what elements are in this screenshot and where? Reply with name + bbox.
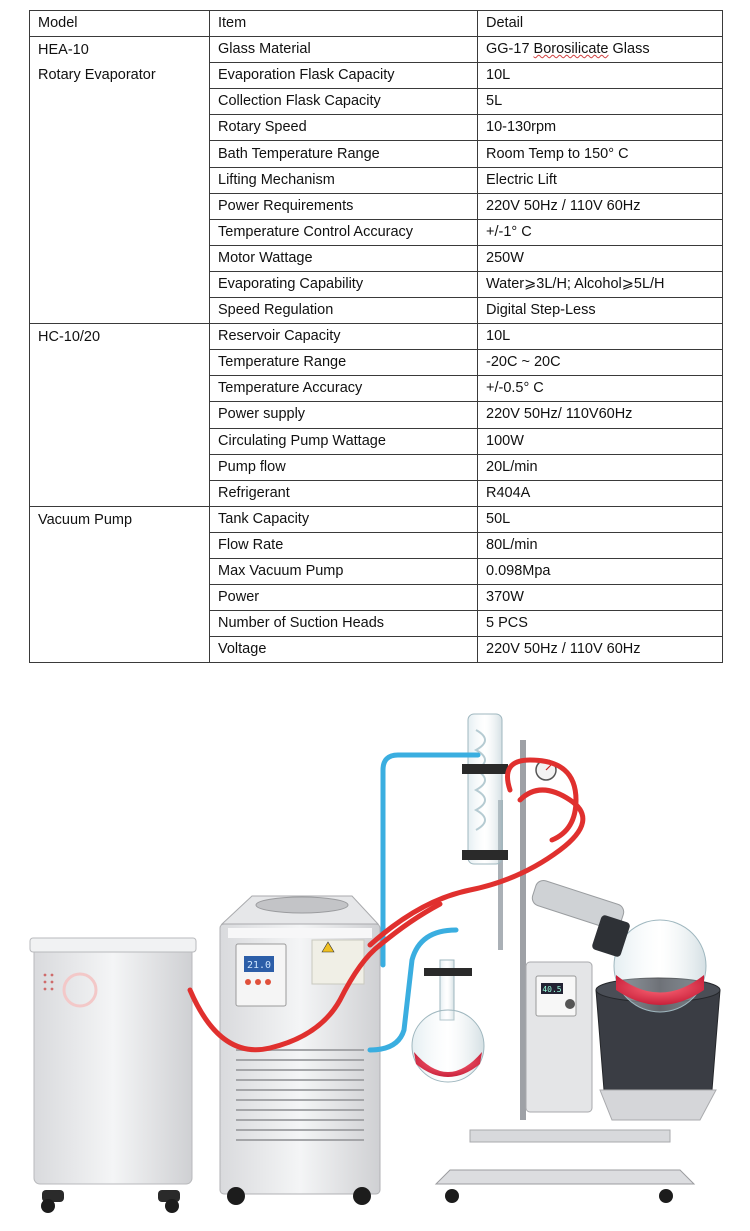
- detail-cell: 50L: [478, 506, 723, 532]
- detail-cell: 250W: [478, 245, 723, 271]
- model-cell: [30, 506, 210, 663]
- item-cell: Temperature Accuracy: [210, 376, 478, 402]
- detail-cell: 10L: [478, 63, 723, 89]
- model-name-line: HEA-10: [38, 42, 89, 59]
- detail-cell: 370W: [478, 585, 723, 611]
- vacuum-pump: [30, 938, 196, 1213]
- detail-cell: Water⩾3L/H; Alcohol⩾5L/H: [478, 271, 723, 297]
- model-cell: [30, 37, 210, 324]
- item-cell: Motor Wattage: [210, 245, 478, 271]
- spellcheck-word: Borosilicate: [533, 41, 609, 58]
- detail-cell: GG-17 Borosilicate Glass: [478, 37, 723, 63]
- chiller-display-value: 21.0: [246, 960, 272, 971]
- item-cell: Rotary Speed: [210, 115, 478, 141]
- item-cell: Circulating Pump Wattage: [210, 428, 478, 454]
- detail-cell: +/-1° C: [478, 219, 723, 245]
- table-row: [30, 324, 723, 350]
- model-name-line: Rotary Evaporator: [38, 67, 156, 84]
- item-cell: Bath Temperature Range: [210, 141, 478, 167]
- item-cell: Voltage: [210, 637, 478, 663]
- model-name-line: Vacuum Pump: [38, 511, 133, 528]
- header-row: [30, 11, 723, 37]
- detail-cell: +/-0.5° C: [478, 376, 723, 402]
- receiving-flask: [412, 1010, 484, 1082]
- item-cell: Power Requirements: [210, 193, 478, 219]
- detail-cell: 80L/min: [478, 532, 723, 558]
- item-cell: Speed Regulation: [210, 298, 478, 324]
- chiller-control-panel: [236, 944, 286, 1006]
- item-cell: Lifting Mechanism: [210, 167, 478, 193]
- detail-cell: 5L: [478, 89, 723, 115]
- detail-cell: 10L: [478, 324, 723, 350]
- header-detail: Detail: [478, 11, 723, 37]
- detail-cell: R404A: [478, 480, 723, 506]
- chiller-buttons: [245, 979, 271, 985]
- item-cell: Temperature Range: [210, 350, 478, 376]
- warning-label: [312, 940, 364, 984]
- table-body: [30, 37, 723, 663]
- model-cell: [30, 324, 210, 507]
- item-cell: Glass Material: [210, 37, 478, 63]
- detail-cell: 5 PCS: [478, 611, 723, 637]
- rotary-evaporator: [412, 714, 720, 1203]
- table-row: [30, 37, 723, 63]
- detail-cell: 220V 50Hz / 110V 60Hz: [478, 637, 723, 663]
- detail-cell: Digital Step-Less: [478, 298, 723, 324]
- item-cell: Evaporation Flask Capacity: [210, 63, 478, 89]
- detail-cell: -20C ~ 20C: [478, 350, 723, 376]
- item-cell: Evaporating Capability: [210, 271, 478, 297]
- detail-cell: 0.098Mpa: [478, 558, 723, 584]
- detail-cell: Room Temp to 150° C: [478, 141, 723, 167]
- item-cell: Max Vacuum Pump: [210, 558, 478, 584]
- item-cell: Collection Flask Capacity: [210, 89, 478, 115]
- header-model: Model: [30, 11, 210, 37]
- item-cell: Flow Rate: [210, 532, 478, 558]
- header-item: Item: [210, 11, 478, 37]
- item-cell: Power supply: [210, 402, 478, 428]
- spec-table: [29, 10, 723, 663]
- detail-cell: 100W: [478, 428, 723, 454]
- rotovap-display-value: 40.5: [542, 985, 562, 994]
- item-cell: Pump flow: [210, 454, 478, 480]
- detail-cell: 220V 50Hz / 110V 60Hz: [478, 193, 723, 219]
- item-cell: Reservoir Capacity: [210, 324, 478, 350]
- model-name-line: HC-10/20: [38, 329, 101, 346]
- equipment-photo: [0, 680, 750, 1231]
- item-cell: Number of Suction Heads: [210, 611, 478, 637]
- detail-cell: 10-130rpm: [478, 115, 723, 141]
- item-cell: Power: [210, 585, 478, 611]
- item-cell: Tank Capacity: [210, 506, 478, 532]
- detail-cell: Electric Lift: [478, 167, 723, 193]
- detail-cell: 20L/min: [478, 454, 723, 480]
- detail-cell: 220V 50Hz/ 110V60Hz: [478, 402, 723, 428]
- item-cell: Refrigerant: [210, 480, 478, 506]
- table-header: [30, 11, 723, 37]
- item-cell: Temperature Control Accuracy: [210, 219, 478, 245]
- table-row: [30, 506, 723, 532]
